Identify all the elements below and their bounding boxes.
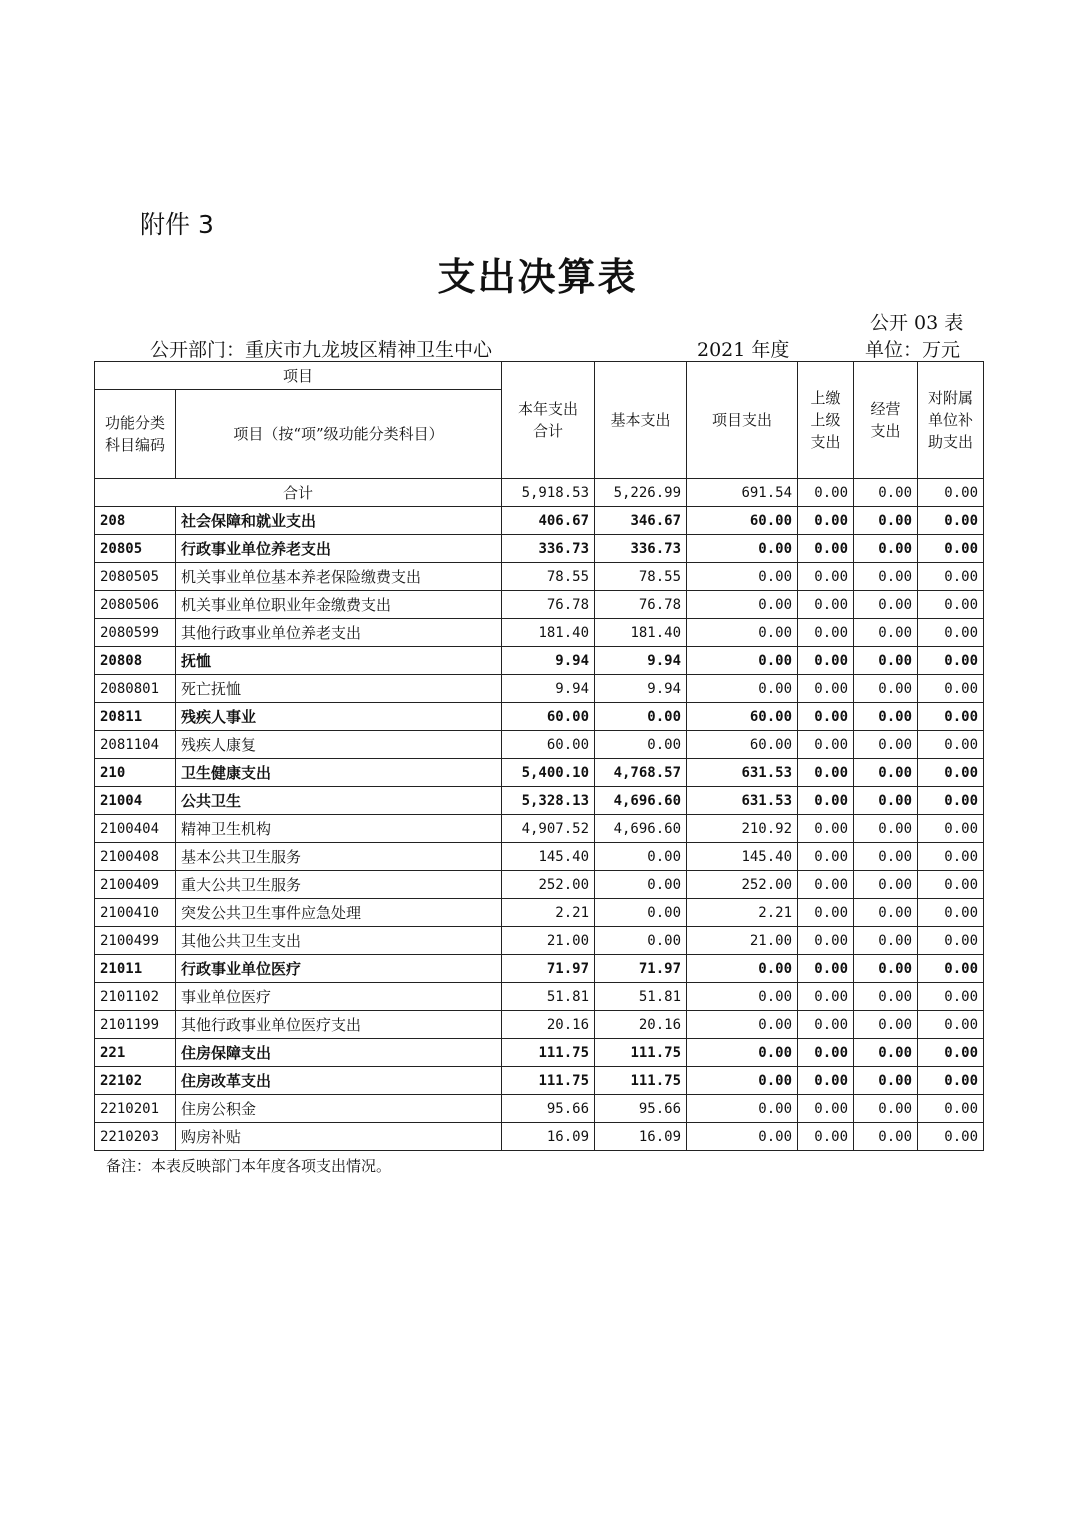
row-code: 2101199 [95,1011,176,1039]
row-value: 5,400.10 [502,759,595,787]
row-value: 0.00 [854,899,918,927]
row-value: 51.81 [502,983,595,1011]
total-cell: 691.54 [687,479,798,507]
row-value: 0.00 [918,1095,984,1123]
header-operating: 经营支出 [854,362,918,479]
row-value: 4,696.60 [595,787,687,815]
row-value: 76.78 [595,591,687,619]
row-value: 631.53 [687,759,798,787]
total-label: 合计 [95,479,502,507]
row-value: 0.00 [595,843,687,871]
row-value: 0.00 [854,955,918,983]
header-project: 项目 [95,362,502,390]
row-value: 0.00 [798,759,854,787]
row-value: 210.92 [687,815,798,843]
row-name: 住房公积金 [176,1095,502,1123]
row-value: 78.55 [502,563,595,591]
row-value: 0.00 [798,1011,854,1039]
row-value: 71.97 [502,955,595,983]
row-value: 0.00 [687,955,798,983]
table-row [95,1011,984,1039]
table-row [95,899,984,927]
row-value: 0.00 [798,815,854,843]
row-value: 0.00 [854,563,918,591]
total-row [95,479,984,507]
row-value: 0.00 [798,1123,854,1151]
table-row [95,591,984,619]
row-value: 0.00 [918,535,984,563]
row-value: 0.00 [918,759,984,787]
row-value: 0.00 [687,535,798,563]
row-value: 16.09 [502,1123,595,1151]
row-value: 0.00 [854,983,918,1011]
table-row [95,535,984,563]
row-code: 20805 [95,535,176,563]
row-value: 0.00 [687,591,798,619]
row-value: 9.94 [502,675,595,703]
row-value: 60.00 [502,731,595,759]
total-cell: 0.00 [854,479,918,507]
unit-label: 单位：万元 [865,339,961,361]
row-value: 0.00 [854,1067,918,1095]
row-value: 9.94 [502,647,595,675]
table-row [95,759,984,787]
row-value: 336.73 [595,535,687,563]
row-value: 0.00 [687,675,798,703]
row-code: 210 [95,759,176,787]
row-value: 21.00 [502,927,595,955]
table-row [95,1067,984,1095]
row-code: 2210203 [95,1123,176,1151]
table-row [95,927,984,955]
row-value: 111.75 [502,1067,595,1095]
row-value: 0.00 [595,731,687,759]
row-value: 111.75 [502,1039,595,1067]
row-value: 0.00 [595,927,687,955]
total-cell: 0.00 [798,479,854,507]
table-row [95,703,984,731]
row-value: 0.00 [687,1039,798,1067]
table-row [95,507,984,535]
row-value: 0.00 [798,1067,854,1095]
row-value: 76.78 [502,591,595,619]
row-value: 0.00 [687,647,798,675]
row-value: 78.55 [595,563,687,591]
row-value: 0.00 [854,619,918,647]
row-value: 20.16 [595,1011,687,1039]
header-upper: 上缴上级支出 [798,362,854,479]
total-cell: 0.00 [918,479,984,507]
row-value: 0.00 [854,759,918,787]
row-name: 社会保障和就业支出 [176,507,502,535]
row-value: 0.00 [854,703,918,731]
row-code: 20808 [95,647,176,675]
row-value: 0.00 [798,619,854,647]
row-name: 机关事业单位职业年金缴费支出 [176,591,502,619]
row-value: 9.94 [595,647,687,675]
row-code: 2080505 [95,563,176,591]
row-value: 0.00 [798,1095,854,1123]
row-name: 其他行政事业单位医疗支出 [176,1011,502,1039]
table-row [95,955,984,983]
header-subsidy: 对附属单位补助支出 [918,362,984,479]
row-code: 2100404 [95,815,176,843]
row-value: 0.00 [854,787,918,815]
row-value: 71.97 [595,955,687,983]
row-value: 0.00 [854,815,918,843]
row-name: 住房改革支出 [176,1067,502,1095]
row-value: 0.00 [687,619,798,647]
row-value: 0.00 [854,647,918,675]
row-value: 0.00 [687,1095,798,1123]
row-value: 0.00 [918,955,984,983]
row-value: 0.00 [918,871,984,899]
row-code: 2100499 [95,927,176,955]
row-value: 0.00 [918,899,984,927]
row-value: 2.21 [502,899,595,927]
row-value: 0.00 [798,1039,854,1067]
department-label: 公开部门：重庆市九龙坡区精神卫生中心 [150,339,493,361]
row-value: 4,907.52 [502,815,595,843]
table-row [95,871,984,899]
row-value: 0.00 [918,1039,984,1067]
row-value: 4,696.60 [595,815,687,843]
row-value: 0.00 [798,535,854,563]
row-value: 60.00 [502,703,595,731]
expenditure-table [94,361,984,1151]
row-name: 行政事业单位养老支出 [176,535,502,563]
row-name: 残疾人事业 [176,703,502,731]
row-value: 0.00 [798,955,854,983]
row-value: 60.00 [687,507,798,535]
row-value: 0.00 [687,1067,798,1095]
row-value: 0.00 [798,787,854,815]
table-row [95,563,984,591]
row-value: 0.00 [854,1039,918,1067]
row-value: 336.73 [502,535,595,563]
row-value: 51.81 [595,983,687,1011]
row-value: 0.00 [854,1123,918,1151]
row-code: 2080599 [95,619,176,647]
row-value: 145.40 [687,843,798,871]
row-code: 2081104 [95,731,176,759]
row-value: 0.00 [918,787,984,815]
row-value: 95.66 [502,1095,595,1123]
row-name: 抚恤 [176,647,502,675]
table-row [95,731,984,759]
row-value: 0.00 [687,563,798,591]
row-name: 事业单位医疗 [176,983,502,1011]
row-value: 0.00 [918,1123,984,1151]
attachment-label: 附件 3 [140,210,214,239]
total-cell: 5,226.99 [595,479,687,507]
row-value: 0.00 [798,899,854,927]
row-value: 2.21 [687,899,798,927]
row-name: 残疾人康复 [176,731,502,759]
row-value: 0.00 [798,563,854,591]
row-value: 181.40 [502,619,595,647]
row-name: 购房补贴 [176,1123,502,1151]
row-value: 0.00 [918,507,984,535]
row-value: 0.00 [854,731,918,759]
table-row [95,619,984,647]
row-value: 9.94 [595,675,687,703]
row-value: 0.00 [798,983,854,1011]
header-item: 项目（按“项”级功能分类科目） [176,390,502,479]
row-name: 精神卫生机构 [176,815,502,843]
row-value: 0.00 [595,871,687,899]
form-number: 公开 03 表 [870,312,964,334]
row-value: 5,328.13 [502,787,595,815]
row-value: 0.00 [687,1123,798,1151]
row-code: 22102 [95,1067,176,1095]
row-code: 208 [95,507,176,535]
row-code: 2100409 [95,871,176,899]
row-value: 0.00 [918,1067,984,1095]
row-name: 机关事业单位基本养老保险缴费支出 [176,563,502,591]
row-name: 住房保障支出 [176,1039,502,1067]
table-row [95,787,984,815]
row-value: 0.00 [687,983,798,1011]
row-value: 0.00 [854,871,918,899]
row-name: 死亡抚恤 [176,675,502,703]
row-code: 2080506 [95,591,176,619]
row-name: 卫生健康支出 [176,759,502,787]
row-name: 其他公共卫生支出 [176,927,502,955]
row-value: 0.00 [798,591,854,619]
row-value: 0.00 [595,703,687,731]
row-code: 2100408 [95,843,176,871]
table-row [95,1095,984,1123]
row-value: 252.00 [502,871,595,899]
row-value: 0.00 [918,1011,984,1039]
footnote: 备注：本表反映部门本年度各项支出情况。 [106,1157,392,1175]
row-code: 2080801 [95,675,176,703]
row-value: 0.00 [798,675,854,703]
table-row [95,815,984,843]
row-value: 0.00 [798,871,854,899]
row-value: 95.66 [595,1095,687,1123]
row-value: 0.00 [854,1095,918,1123]
total-cell: 5,918.53 [502,479,595,507]
row-name: 突发公共卫生事件应急处理 [176,899,502,927]
table-row [95,983,984,1011]
row-name: 基本公共卫生服务 [176,843,502,871]
row-value: 0.00 [854,535,918,563]
row-value: 0.00 [798,647,854,675]
row-code: 21011 [95,955,176,983]
row-value: 0.00 [798,843,854,871]
row-value: 0.00 [854,1011,918,1039]
row-value: 21.00 [687,927,798,955]
row-value: 346.67 [595,507,687,535]
row-value: 631.53 [687,787,798,815]
row-value: 0.00 [918,675,984,703]
row-code: 20811 [95,703,176,731]
row-value: 0.00 [918,563,984,591]
row-value: 111.75 [595,1067,687,1095]
row-value: 0.00 [854,675,918,703]
row-code: 221 [95,1039,176,1067]
row-value: 0.00 [918,703,984,731]
row-code: 2210201 [95,1095,176,1123]
header-project-exp: 项目支出 [687,362,798,479]
row-value: 60.00 [687,731,798,759]
row-value: 60.00 [687,703,798,731]
page-title: 支出决算表 [437,254,638,299]
row-value: 111.75 [595,1039,687,1067]
row-value: 145.40 [502,843,595,871]
row-value: 0.00 [854,507,918,535]
row-value: 0.00 [918,815,984,843]
row-code: 2100410 [95,899,176,927]
row-value: 0.00 [798,507,854,535]
table-row [95,1123,984,1151]
fiscal-year: 2021 年度 [697,339,790,361]
table-row [95,675,984,703]
row-name: 其他行政事业单位养老支出 [176,619,502,647]
row-value: 0.00 [918,591,984,619]
row-value: 4,768.57 [595,759,687,787]
row-value: 0.00 [918,843,984,871]
table-row [95,647,984,675]
header-total: 本年支出合计 [502,362,595,479]
row-value: 20.16 [502,1011,595,1039]
row-value: 0.00 [798,731,854,759]
row-value: 0.00 [918,983,984,1011]
row-value: 0.00 [595,899,687,927]
row-value: 0.00 [798,927,854,955]
row-value: 181.40 [595,619,687,647]
header-basic: 基本支出 [595,362,687,479]
row-value: 0.00 [798,703,854,731]
header-code: 功能分类科目编码 [95,390,176,479]
row-value: 0.00 [918,731,984,759]
row-code: 21004 [95,787,176,815]
row-value: 0.00 [918,927,984,955]
row-name: 行政事业单位医疗 [176,955,502,983]
row-name: 公共卫生 [176,787,502,815]
row-value: 0.00 [854,591,918,619]
row-value: 16.09 [595,1123,687,1151]
row-value: 406.67 [502,507,595,535]
table-row [95,1039,984,1067]
row-value: 0.00 [854,843,918,871]
row-value: 0.00 [854,927,918,955]
row-value: 0.00 [687,1011,798,1039]
row-value: 0.00 [918,647,984,675]
row-value: 0.00 [918,619,984,647]
row-code: 2101102 [95,983,176,1011]
row-name: 重大公共卫生服务 [176,871,502,899]
row-value: 252.00 [687,871,798,899]
table-row [95,843,984,871]
